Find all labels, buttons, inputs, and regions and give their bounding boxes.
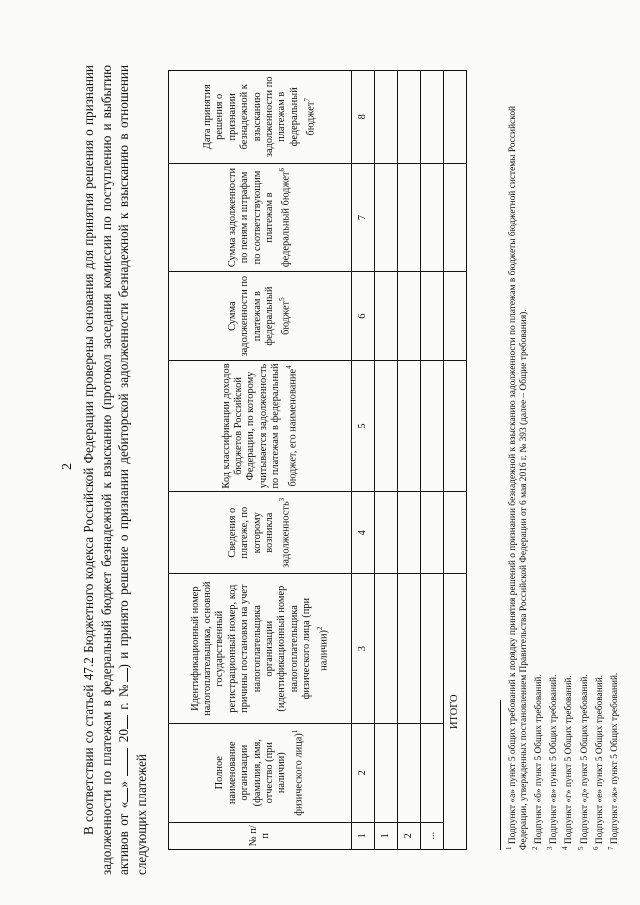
footnote: $^7$ Подпункт «ж» пункт 5 Общих требований. bbox=[606, 672, 620, 850]
column-number: 5 bbox=[352, 360, 375, 491]
intro-tail: ) и принято решение о признании дебиторской задолженности безнадежной к взысканию в отношении следующих платежей bbox=[116, 65, 149, 875]
intro-mid: » bbox=[116, 781, 131, 788]
blank-month bbox=[127, 748, 128, 776]
header-cell: Сумма задолженности по пеням и штрафам по соответствующим платежам в федеральный бюджет$^6$ bbox=[169, 163, 352, 272]
column-number: 8 bbox=[352, 71, 375, 164]
header-cell: Сведения о платеже, по которому возникла задолженность$^3$ bbox=[169, 492, 352, 574]
table-row bbox=[375, 71, 398, 850]
column-number: 2 bbox=[352, 723, 375, 822]
footnote: $^2$ Подпункт «б» пункт 5 Общих требований. bbox=[531, 674, 545, 850]
column-number: 4 bbox=[352, 492, 375, 574]
header-cell: Идентификационный номер налогоплательщика, основной государственный регистрационный номер, код причины постановки на учет налогоплательщика организации (идентификационный номер налогоплательщика физического лица (при наличии)$^2$ bbox=[169, 574, 352, 723]
column-number: 6 bbox=[352, 272, 375, 360]
rotated-page-content bbox=[50, 25, 620, 885]
blank-day bbox=[127, 788, 128, 802]
column-number: 1 bbox=[352, 822, 375, 849]
page-number: 2 bbox=[60, 463, 75, 470]
footnote: $^3$ Подпункт «в» пункт 5 Общих требований. bbox=[546, 674, 560, 850]
footnote-divider bbox=[500, 700, 501, 850]
row-number: 1 bbox=[375, 822, 398, 849]
intro-num: г. № bbox=[116, 682, 131, 710]
header-cell: Сумма задолженности по платежам в федеральный бюджет$^5$ bbox=[169, 272, 352, 360]
intro-paragraph bbox=[80, 65, 150, 875]
intro-year: 20 bbox=[116, 729, 131, 743]
header-cell: Код классификации доходов бюджетов Российской Федерации, по которому учитывается задолженность по платежам в федеральный бюджет, его наименование$^4$ bbox=[169, 360, 352, 491]
footnotes bbox=[500, 60, 621, 850]
intro-text: В соответствии со статьей 47.2 Бюджетного кодекса Российской Федерации проверены основания для принятия решения о признании задолженности по платежам в федеральный бюджет безнадежной к взысканию (протокол заседания комиссии по поступлению и выбытию активов от « bbox=[81, 65, 131, 875]
blank-num bbox=[127, 668, 128, 682]
column-number: 3 bbox=[352, 574, 375, 723]
column-number: 7 bbox=[352, 163, 375, 272]
total-row bbox=[444, 71, 467, 850]
footnote: $^6$ Подпункт «е» пункт 5 Общих требований. bbox=[591, 674, 605, 850]
column-number-row bbox=[352, 71, 375, 850]
blank-year bbox=[127, 715, 128, 729]
row-number: ... bbox=[421, 822, 444, 849]
total-label: ИТОГО bbox=[444, 574, 467, 850]
footnote: $^4$ Подпункт «г» пункт 5 Общих требований. bbox=[561, 675, 575, 850]
header-cell: Полное наименование организации (фамилия, имя, отчество (при наличии) физического лица)$^1$ bbox=[169, 723, 352, 822]
header-row bbox=[169, 71, 352, 850]
row-number: 2 bbox=[398, 822, 421, 849]
footnote: $^5$ Подпункт «д» пункт 5 Общих требований. bbox=[576, 674, 590, 850]
table-row bbox=[421, 71, 444, 850]
header-cell: Дата принятия решения о признании безнадежной к взысканию задолженности по платежам в федеральный бюджет$^7$ bbox=[169, 71, 352, 164]
debts-table bbox=[168, 70, 467, 850]
header-cell: № п/п bbox=[169, 822, 352, 849]
footnote: $^1$ Подпункт «а» пункт 5 общих требований к порядку принятия решений о признании безнадежной к взысканию задолженности по платежам в бюджеты бюджетной системы Российской Федерации, утвержденных постановлением Правительства Российской Федерации от 6 мая 2016 г. № 393 (далее – Общие требования). bbox=[505, 105, 530, 850]
table-row bbox=[398, 71, 421, 850]
